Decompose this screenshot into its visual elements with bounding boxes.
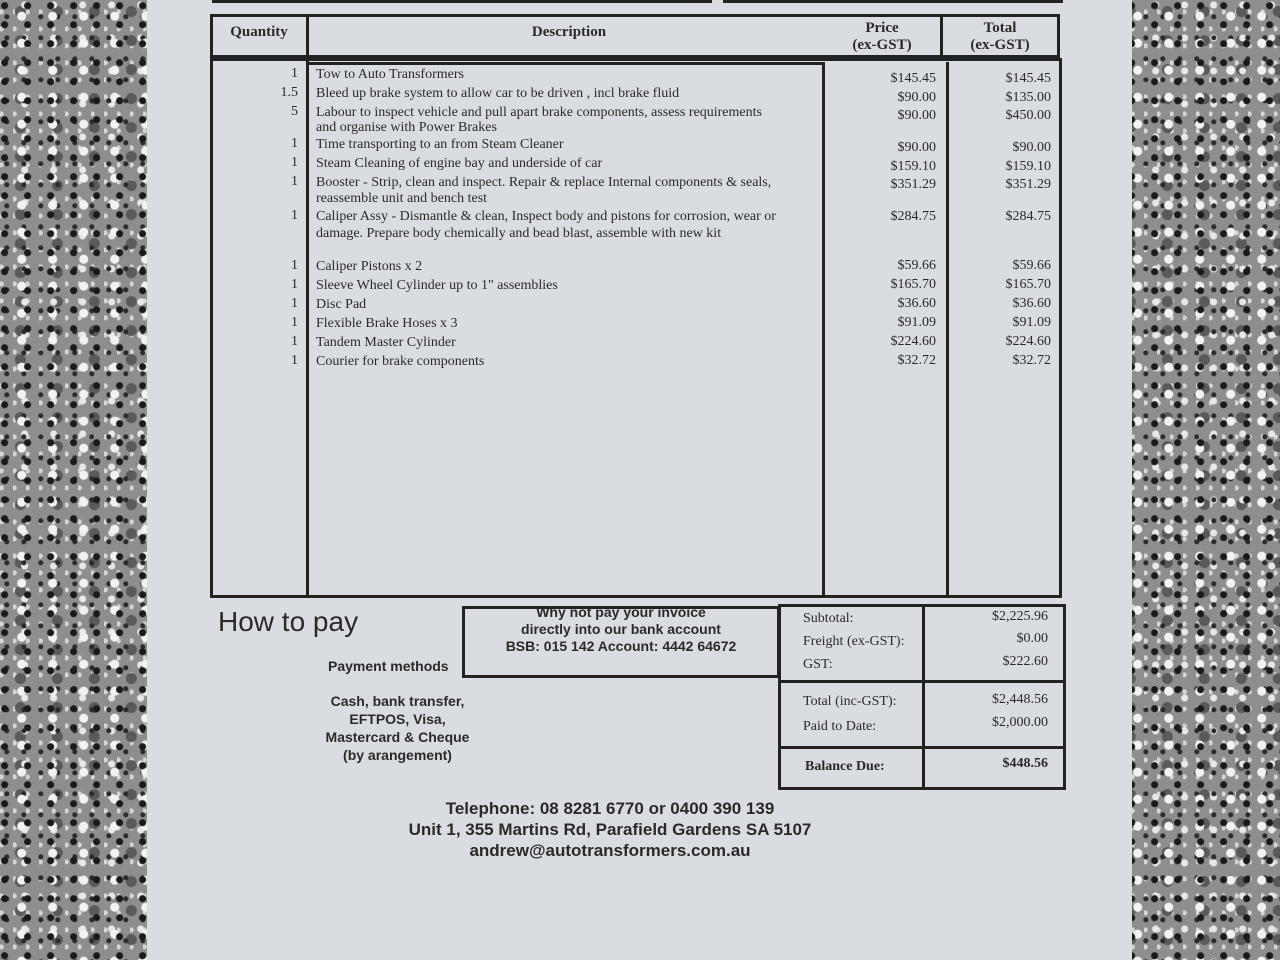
row-qty: 1.5: [280, 85, 298, 100]
gst-label: GST:: [803, 657, 833, 672]
row-description: Caliper Assy - Dismantle & clean, Inspect body and pistons for corrosion, wear or: [316, 209, 776, 224]
row-description: Caliper Pistons x 2: [316, 259, 423, 274]
row-total: $135.00: [1005, 90, 1051, 105]
row-qty: 1: [291, 208, 298, 223]
row-total: $351.29: [1005, 177, 1051, 192]
freight-value: $0.00: [1016, 631, 1048, 646]
row-price: $159.10: [890, 159, 936, 174]
row-price: $32.72: [897, 353, 936, 368]
telephone: Telephone: 08 8281 6770 or 0400 390 139: [445, 799, 775, 818]
paid-to-date-label: Paid to Date:: [803, 719, 877, 734]
subtotal-value: $2,225.96: [992, 609, 1048, 624]
bank-details: Why not pay your invoice directly into our bank account BSB: 015 142 Account: 4442 64672: [505, 604, 737, 654]
paid-to-date-value: $2,000.00: [992, 715, 1048, 730]
freight-label: Freight (ex-GST):: [803, 634, 905, 649]
row-description: Courier for brake components: [316, 354, 485, 369]
row-total: $165.70: [1005, 277, 1051, 292]
row-total: $59.66: [1012, 258, 1051, 273]
row-price: $224.60: [890, 334, 936, 349]
row-total: $32.72: [1012, 353, 1051, 368]
balance-due-value: $448.56: [1002, 756, 1048, 771]
row-price: $284.75: [890, 209, 936, 224]
row-qty: 1: [291, 334, 298, 349]
row-total: $284.75: [1005, 209, 1051, 224]
top-box-edge-right: [723, 0, 1063, 3]
row-total: $224.60: [1005, 334, 1051, 349]
address: Unit 1, 355 Martins Rd, Parafield Gardens SA 5107: [408, 820, 812, 839]
row-total: $90.00: [1012, 140, 1051, 155]
how-to-pay-heading: How to pay: [218, 606, 359, 637]
row-qty: 1: [291, 258, 298, 273]
email: andrew@autotransformers.com.au: [469, 841, 751, 860]
row-description-cont: reassemble unit and bench test: [316, 191, 488, 206]
row-price: $90.00: [897, 90, 936, 105]
row-description: Steam Cleaning of engine bay and underside of car: [316, 156, 603, 171]
row-description: Labour to inspect vehicle and pull apart brake components, assess requirements: [316, 105, 762, 120]
row-qty: 5: [291, 104, 298, 119]
row-total: $159.10: [1005, 159, 1051, 174]
balance-due-label: Balance Due:: [805, 759, 885, 774]
total-inc-gst-value: $2,448.56: [992, 692, 1048, 707]
top-box-edge-left: [212, 0, 712, 3]
row-qty: 1: [291, 353, 298, 368]
header-quantity: Quantity: [230, 24, 288, 40]
total-inc-gst-label: Total (inc-GST):: [803, 694, 897, 709]
row-qty: 1: [291, 277, 298, 292]
row-description: Booster - Strip, clean and inspect. Repair & replace Internal components & seals,: [316, 175, 772, 190]
subtotal-label: Subtotal:: [803, 611, 854, 626]
row-price: $36.60: [897, 296, 936, 311]
row-total: $145.45: [1005, 71, 1051, 86]
row-description: Sleeve Wheel Cylinder up to 1" assemblies: [316, 278, 558, 293]
header-total: Total (ex-GST): [970, 20, 1030, 53]
row-price: $145.45: [890, 71, 936, 86]
row-qty: 1: [291, 174, 298, 189]
row-description: Flexible Brake Hoses x 3: [316, 316, 458, 331]
row-price: $59.66: [897, 258, 936, 273]
row-total: $36.60: [1012, 296, 1051, 311]
row-qty: 1: [291, 66, 298, 81]
contact-info: [380, 798, 840, 861]
row-total: $91.09: [1012, 315, 1051, 330]
payment-methods-label: Payment methods: [328, 658, 449, 674]
payment-methods-list: Cash, bank transfer, EFTPOS, Visa, Mastercard & Cheque (by arangement): [325, 693, 470, 763]
row-description: Tow to Auto Transformers: [316, 67, 464, 82]
row-price: $165.70: [890, 277, 936, 292]
row-description: Time transporting to an from Steam Cleaner: [316, 137, 564, 152]
header-price: Price (ex-GST): [852, 20, 912, 53]
row-total: $450.00: [1005, 108, 1051, 123]
row-description: Disc Pad: [316, 297, 367, 312]
row-description: Tandem Master Cylinder: [316, 335, 456, 350]
row-price: $90.00: [897, 140, 936, 155]
row-price: $91.09: [897, 315, 936, 330]
row-qty: 1: [291, 315, 298, 330]
gst-value: $222.60: [1002, 654, 1048, 669]
row-qty: 1: [291, 136, 298, 151]
row-description-cont: and organise with Power Brakes: [316, 120, 497, 135]
row-qty: 1: [291, 155, 298, 170]
row-qty: 1: [291, 296, 298, 311]
row-price: $351.29: [890, 177, 936, 192]
row-price: $90.00: [897, 108, 936, 123]
row-description-cont: damage. Prepare body chemically and bead blast, assemble with new kit: [316, 226, 722, 241]
header-description: Description: [531, 24, 607, 40]
row-description: Bleed up brake system to allow car to be driven , incl brake fluid: [316, 86, 680, 101]
